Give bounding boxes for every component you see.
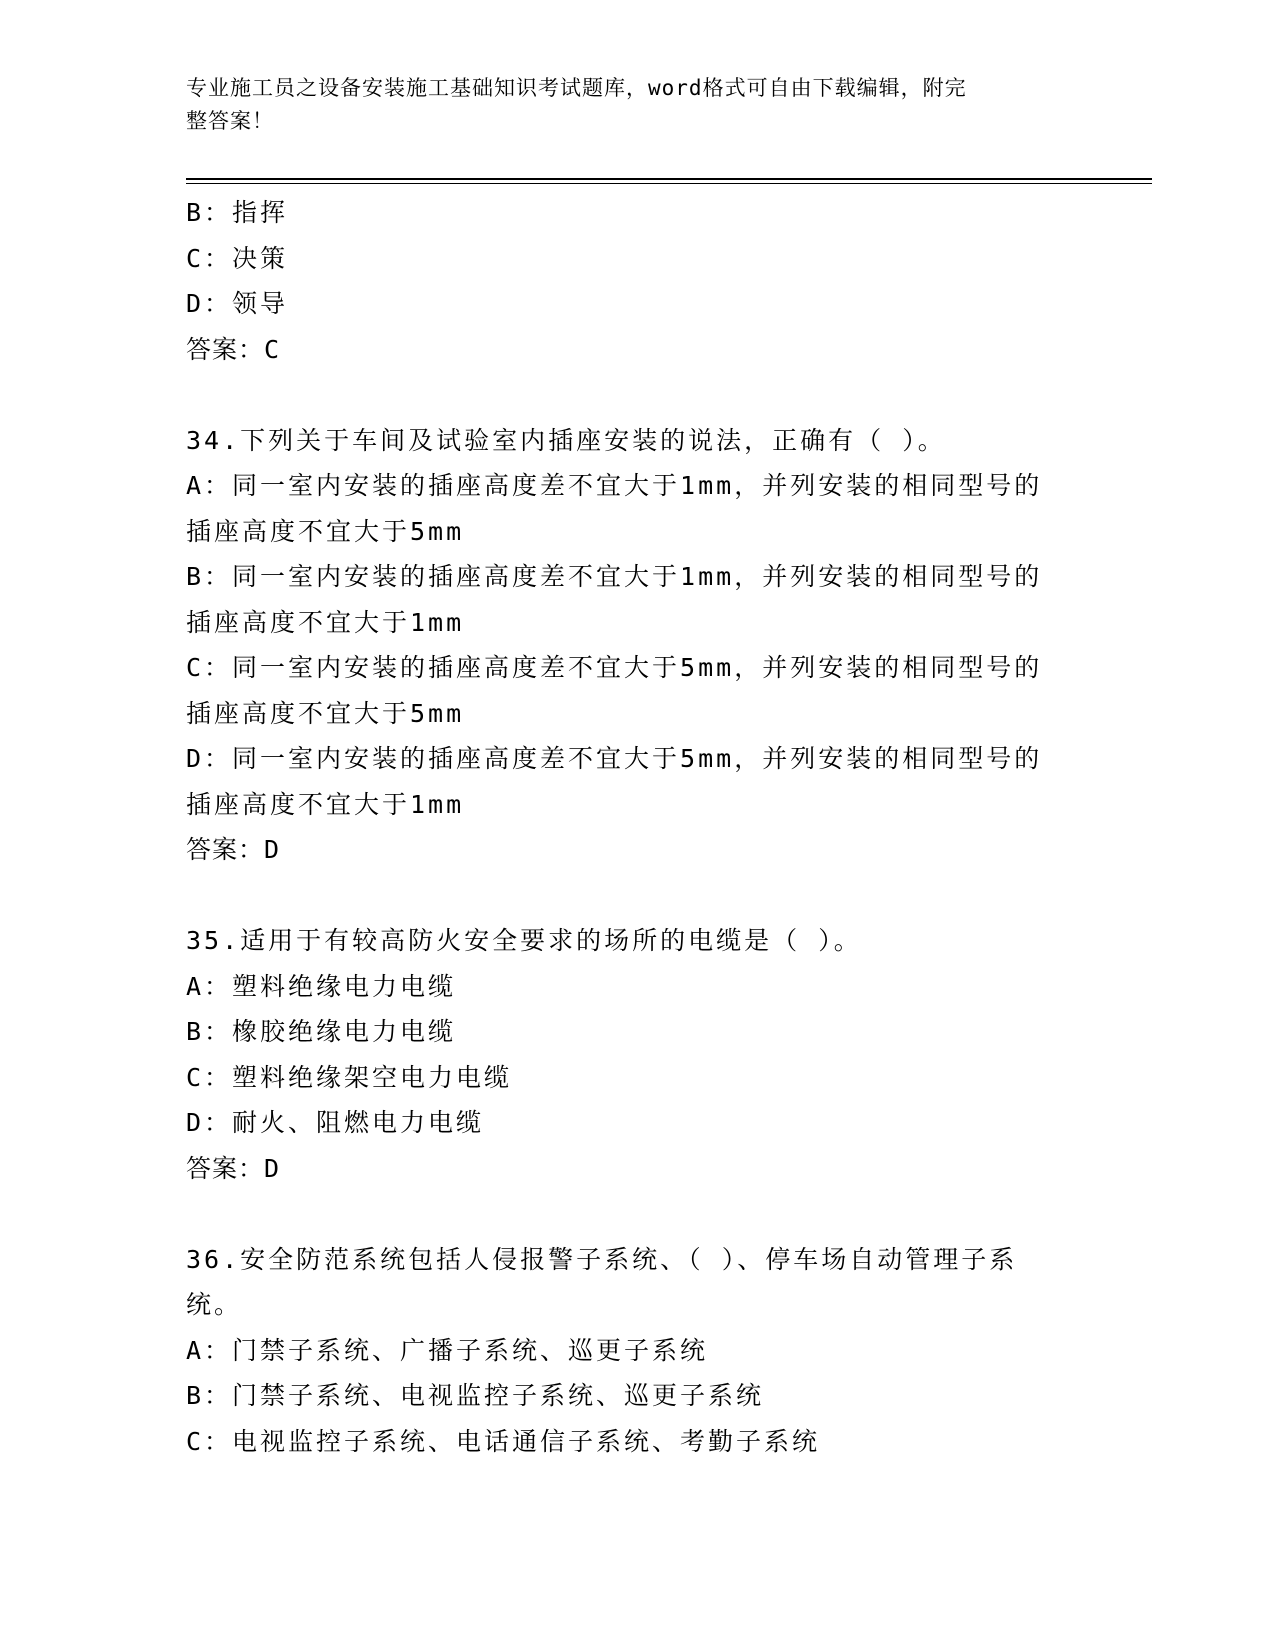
- option-c-line-1: C：同一室内安装的插座高度差不宜大于5mm，并列安装的相同型号的: [186, 653, 1043, 682]
- question-35: [186, 918, 1086, 1191]
- answer-label: 答案：: [186, 835, 265, 864]
- option-a-line-1: A：同一室内安装的插座高度差不宜大于1mm，并列安装的相同型号的: [186, 471, 1043, 500]
- option-b: B：门禁子系统、电视监控子系统、巡更子系统: [186, 1381, 765, 1410]
- option-d: D：耐火、阻燃电力电缆: [186, 1108, 485, 1137]
- header-rule-thick: [186, 178, 1152, 180]
- question-text-line-2: 统。: [186, 1290, 243, 1319]
- question-text: 35.适用于有较高防火安全要求的场所的电缆是（ ）。: [186, 926, 862, 955]
- option-d: D：领导: [186, 289, 289, 318]
- option-c-line-2: 插座高度不宜大于5mm: [186, 698, 465, 728]
- question-text-line-1: 36.安全防范系统包括人侵报警子系统、（ ）、停车场自动管理子系: [186, 1244, 1018, 1274]
- question-36: [186, 1237, 1086, 1465]
- answer-line: [186, 827, 1086, 873]
- answer-value: D: [264, 835, 283, 864]
- option-a-line-2: 插座高度不宜大于5mm: [186, 516, 465, 546]
- option-c: C：塑料绝缘架空电力电缆: [186, 1062, 513, 1092]
- header-rule-thin: [186, 183, 1152, 184]
- option-b: B：指挥: [186, 198, 289, 227]
- option-b: B：橡胶绝缘电力电缆: [186, 1017, 457, 1046]
- spacer: [186, 873, 1086, 919]
- option-d-line-1: D：同一室内安装的插座高度差不宜大于5mm，并列安装的相同型号的: [186, 744, 1043, 773]
- header-line-2: 整答案！: [186, 109, 274, 133]
- spacer: [186, 1191, 1086, 1237]
- header-line-1: 专业施工员之设备安装施工基础知识考试题库，word格式可自由下载编辑，附完: [186, 76, 967, 100]
- answer-line: [186, 327, 1086, 373]
- page-header: [186, 72, 1066, 138]
- option-c: C：决策: [186, 243, 289, 273]
- spacer: [186, 372, 1086, 418]
- answer-label: 答案：: [186, 1153, 265, 1183]
- question-33-tail: [186, 190, 1086, 372]
- option-d-line-2: 插座高度不宜大于1mm: [186, 789, 465, 819]
- document-body: [186, 190, 1086, 1464]
- answer-value: D: [264, 1153, 283, 1183]
- question-text: 34.下列关于车间及试验室内插座安装的说法，正确有（ ）。: [186, 425, 946, 455]
- option-b-line-2: 插座高度不宜大于1mm: [186, 607, 465, 637]
- question-34: [186, 418, 1086, 873]
- option-c: C：电视监控子系统、电话通信子系统、考勤子系统: [186, 1426, 821, 1456]
- answer-line: [186, 1146, 1086, 1192]
- option-a: A：塑料绝缘电力电缆: [186, 971, 457, 1001]
- answer-label: 答案：: [186, 334, 265, 364]
- option-b-line-1: B：同一室内安装的插座高度差不宜大于1mm，并列安装的相同型号的: [186, 562, 1043, 591]
- answer-value: C: [264, 334, 283, 364]
- option-a: A：门禁子系统、广播子系统、巡更子系统: [186, 1335, 709, 1365]
